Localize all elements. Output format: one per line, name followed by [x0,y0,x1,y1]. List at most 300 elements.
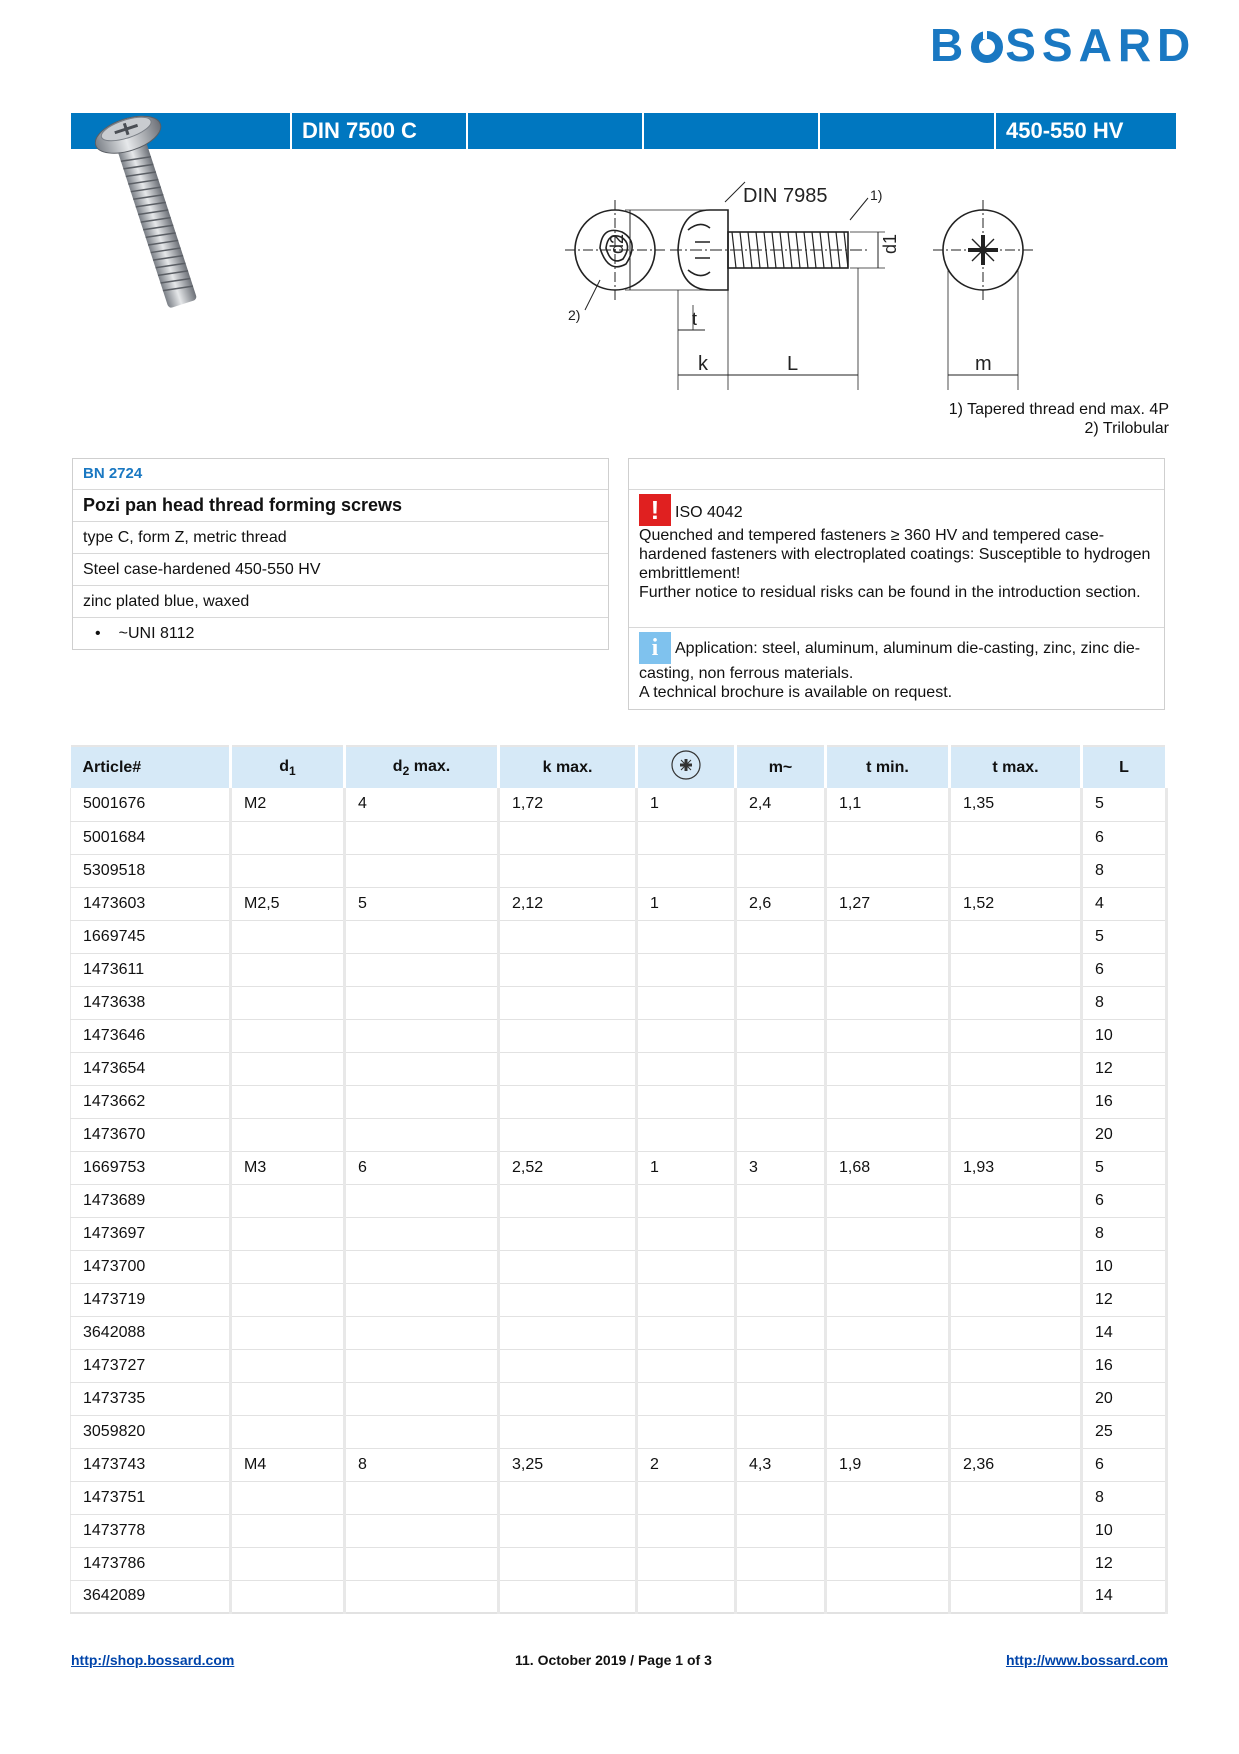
table-cell [826,1283,950,1316]
table-cell [231,1514,345,1547]
table-header-row [71,746,1167,788]
table-cell: 1473743 [71,1448,231,1481]
col-tmin: t min. [826,746,950,788]
table-cell: 1,72 [499,788,637,821]
table-cell [345,1217,499,1250]
table-cell: 10 [1082,1514,1167,1547]
table-cell: 1,9 [826,1448,950,1481]
table-cell [345,1118,499,1151]
pozi-drive-icon [669,748,703,782]
table-cell [826,1118,950,1151]
table-cell [950,920,1082,953]
table-cell [950,1052,1082,1085]
table-cell [637,1184,736,1217]
dim-d1: d1 [880,233,900,254]
table-cell: 1473603 [71,887,231,920]
table-row [71,1052,1167,1085]
table-cell [637,1580,736,1613]
table-row [71,1184,1167,1217]
table-cell [231,920,345,953]
table-cell [826,1184,950,1217]
table-cell: 1473778 [71,1514,231,1547]
table-cell [345,1547,499,1580]
table-cell [736,1250,826,1283]
table-cell: 4 [1082,887,1167,920]
table-cell [950,1547,1082,1580]
table-cell: 1669753 [71,1151,231,1184]
table-cell: 20 [1082,1118,1167,1151]
table-cell [637,1217,736,1250]
table-cell [736,1085,826,1118]
table-cell [950,1085,1082,1118]
table-cell [231,1250,345,1283]
table-cell [231,1217,345,1250]
table-cell [499,1415,637,1448]
warning-icon: ! [639,494,671,526]
table-cell: 5 [1082,920,1167,953]
table-cell [826,1349,950,1382]
table-cell: 2,52 [499,1151,637,1184]
table-cell [736,1547,826,1580]
table-cell: 2,36 [950,1448,1082,1481]
table-row [71,1118,1167,1151]
table-cell: 6 [1082,821,1167,854]
logo-ring-icon [971,31,1003,63]
table-cell [499,854,637,887]
table-cell [826,854,950,887]
table-cell [499,1184,637,1217]
notice-box-header [629,459,1164,490]
empty-cell [642,113,818,149]
table-cell: 10 [1082,1019,1167,1052]
table-cell [499,953,637,986]
table-cell: 6 [1082,1184,1167,1217]
table-row [71,821,1167,854]
table-cell [231,1415,345,1448]
table-cell [231,953,345,986]
product-info-box [72,458,609,650]
dim-d2: d2 [607,233,627,254]
col-L: L [1082,746,1167,788]
table-cell [736,1382,826,1415]
table-cell [637,854,736,887]
notice-box [628,458,1165,710]
table-cell [345,1349,499,1382]
table-cell [736,1283,826,1316]
table-cell [499,1217,637,1250]
table-cell: 1,93 [950,1151,1082,1184]
footnote-marker-1: 1) [870,187,883,203]
note-trilobular: 2) Trilobular [1084,420,1169,437]
table-cell [736,1481,826,1514]
table-cell: 1473654 [71,1052,231,1085]
col-tmax: t max. [950,746,1082,788]
table-row [71,1580,1167,1613]
table-cell [345,1514,499,1547]
table-cell: 16 [1082,1085,1167,1118]
table-cell [637,953,736,986]
din-label: DIN 7985 [743,185,828,207]
table-cell: 1473662 [71,1085,231,1118]
table-cell [637,1250,736,1283]
table-cell: 6 [1082,1448,1167,1481]
table-cell: 8 [1082,986,1167,1019]
table-cell [345,1085,499,1118]
table-cell [231,1382,345,1415]
table-cell [826,1382,950,1415]
footer-date-page: 11. October 2019 / Page 1 of 3 [515,1652,712,1668]
table-cell [826,1547,950,1580]
table-cell: 14 [1082,1580,1167,1613]
table-cell: 4,3 [736,1448,826,1481]
table-cell [950,854,1082,887]
table-cell [736,1415,826,1448]
table-cell [950,1382,1082,1415]
table-cell: 1473786 [71,1547,231,1580]
table-cell: 5 [1082,1151,1167,1184]
table-cell: 8 [1082,854,1167,887]
table-cell [231,1085,345,1118]
table-row [71,986,1167,1019]
table-row [71,887,1167,920]
table-cell [637,986,736,1019]
table-cell [736,1052,826,1085]
table-cell [736,1316,826,1349]
table-cell [826,1085,950,1118]
table-cell [231,1283,345,1316]
table-cell [231,1316,345,1349]
table-cell [231,1547,345,1580]
table-cell: 1,52 [950,887,1082,920]
table-cell [826,920,950,953]
info-icon: i [639,632,671,664]
table-cell [345,920,499,953]
table-cell [499,1085,637,1118]
table-cell [736,1349,826,1382]
table-cell [499,1547,637,1580]
table-cell [826,1415,950,1448]
table-row [71,1382,1167,1415]
table-cell [231,1481,345,1514]
table-cell [499,821,637,854]
header-bar [71,113,1176,149]
table-cell: 2 [637,1448,736,1481]
dim-L: L [787,353,799,375]
table-row [71,1019,1167,1052]
table-cell [231,1184,345,1217]
table-cell [950,1580,1082,1613]
table-cell [637,1481,736,1514]
table-cell [950,1415,1082,1448]
table-cell [345,953,499,986]
table-cell [637,1019,736,1052]
table-cell [499,1349,637,1382]
table-cell [736,1580,826,1613]
table-cell [231,821,345,854]
table-cell [826,1481,950,1514]
table-row [71,920,1167,953]
table-cell: 1669745 [71,920,231,953]
table-cell [950,1481,1082,1514]
table-cell: 12 [1082,1547,1167,1580]
product-spec-material: Steel case-hardened 450-550 HV [73,554,608,586]
table-cell [736,986,826,1019]
col-d2: $d_2$ max. [345,746,499,788]
table-cell: 1473638 [71,986,231,1019]
table-cell [826,1052,950,1085]
table-cell: 14 [1082,1316,1167,1349]
table-cell: 1473719 [71,1283,231,1316]
table-cell [345,986,499,1019]
table-cell [499,1514,637,1547]
table-cell [637,1382,736,1415]
table-cell [826,821,950,854]
table-cell: 8 [1082,1217,1167,1250]
table-cell: 2,4 [736,788,826,821]
table-cell: 2,6 [736,887,826,920]
table-cell: 16 [1082,1349,1167,1382]
table-cell [736,1514,826,1547]
table-cell: 3642089 [71,1580,231,1613]
table-cell [736,953,826,986]
table-cell [826,1580,950,1613]
info-text: Application: steel, aluminum, aluminum die-casting, zinc, zinc die-casting, non ferrous materials. [639,640,1141,682]
table-row [71,854,1167,887]
table-cell [499,986,637,1019]
table-cell [499,1052,637,1085]
table-row [71,1085,1167,1118]
table-cell [345,1382,499,1415]
table-row [71,953,1167,986]
table-cell [826,986,950,1019]
table-cell [499,1580,637,1613]
table-cell [637,1052,736,1085]
table-cell [637,1514,736,1547]
table-cell [499,1481,637,1514]
table-cell [637,1118,736,1151]
table-cell: 1 [637,887,736,920]
table-cell [950,1283,1082,1316]
table-cell: M4 [231,1448,345,1481]
table-cell [736,821,826,854]
table-cell [950,986,1082,1019]
table-row [71,1250,1167,1283]
table-cell: 3,25 [499,1448,637,1481]
table-cell [231,1349,345,1382]
col-article: Article# [71,746,231,788]
table-cell [950,1118,1082,1151]
table-cell: 20 [1082,1382,1167,1415]
table-cell: 5 [345,887,499,920]
table-cell: 10 [1082,1250,1167,1283]
table-cell [345,1283,499,1316]
table-cell: 25 [1082,1415,1167,1448]
table-cell [736,1217,826,1250]
table-cell: 2,12 [499,887,637,920]
product-spec-type: type C, form Z, metric thread [73,522,608,554]
table-cell: 3 [736,1151,826,1184]
table-cell [499,1250,637,1283]
table-cell [637,1547,736,1580]
table-cell: 1 [637,788,736,821]
hardness-cell: 450-550 HV [994,113,1176,149]
dim-k: k [698,353,708,375]
table-cell [345,1184,499,1217]
table-cell: 5001684 [71,821,231,854]
table-cell: 1473727 [71,1349,231,1382]
table-cell: 1473689 [71,1184,231,1217]
table-row [71,1283,1167,1316]
table-cell [826,953,950,986]
col-m: m~ [736,746,826,788]
table-cell [736,1184,826,1217]
table-cell [499,1283,637,1316]
table-cell [345,1580,499,1613]
table-cell [736,1019,826,1052]
product-spec-finish: zinc plated blue, waxed [73,586,608,618]
table-cell [950,1316,1082,1349]
product-title: Pozi pan head thread forming screws [73,490,608,522]
footer-www-link-wrap [1006,1652,1168,1668]
table-cell [826,1217,950,1250]
table-cell: 1473697 [71,1217,231,1250]
table-cell: 6 [345,1151,499,1184]
table-cell [637,1283,736,1316]
table-cell: 1473670 [71,1118,231,1151]
footnote-marker-2: 2) [568,307,581,323]
table-cell: M2,5 [231,887,345,920]
table-cell [231,1052,345,1085]
dim-m: m [975,353,992,375]
shop-link[interactable]: http://shop.bossard.com [71,1652,235,1668]
warning-text: Quenched and tempered fasteners ≥ 360 HV and tempered case-hardened fasteners with electroplated coatings: Susceptible to hydrogen embrittlement! [639,527,1151,582]
table-cell: 1,68 [826,1151,950,1184]
footer-shop-link-wrap [71,1652,234,1668]
article-table [70,745,1168,1614]
product-code: BN 2724 [73,459,608,490]
table-cell [345,1481,499,1514]
table-cell: 1473751 [71,1481,231,1514]
table-row [71,1415,1167,1448]
table-cell: M2 [231,788,345,821]
table-cell [950,1250,1082,1283]
table-cell: 1,27 [826,887,950,920]
table-cell [637,1085,736,1118]
table-cell [499,1316,637,1349]
standard-cell: DIN 7500 C [290,113,466,149]
note-tapered-thread: 1) Tapered thread end max. 4P [948,401,1169,418]
table-cell: 3059820 [71,1415,231,1448]
info-text-brochure: A technical brochure is available on request. [639,684,953,701]
table-cell: 6 [1082,953,1167,986]
table-cell: 5 [1082,788,1167,821]
warning-text-residual: Further notice to residual risks can be found in the introduction section. [639,584,1141,601]
table-cell [231,1118,345,1151]
table-cell [736,854,826,887]
table-row [71,1217,1167,1250]
table-row [71,1349,1167,1382]
table-row [71,1151,1167,1184]
table-row [71,1481,1167,1514]
empty-cell [818,113,994,149]
drawing-notes [949,400,1169,438]
table-cell [499,1382,637,1415]
table-cell: 1,35 [950,788,1082,821]
table-row [71,1316,1167,1349]
table-cell [345,1052,499,1085]
table-cell [736,1118,826,1151]
table-cell [231,986,345,1019]
table-row [71,1547,1167,1580]
table-cell [950,1184,1082,1217]
table-cell: 1473611 [71,953,231,986]
table-cell [826,1250,950,1283]
table-cell [826,1514,950,1547]
table-cell [499,1118,637,1151]
www-link[interactable]: http://www.bossard.com [1005,1652,1168,1668]
table-cell [499,1019,637,1052]
technical-drawing [560,170,1140,395]
table-cell [736,920,826,953]
table-cell [231,1019,345,1052]
table-row [71,1448,1167,1481]
table-cell [950,1349,1082,1382]
col-drive [637,746,736,788]
col-d1: $d_1$ [231,746,345,788]
table-cell [345,1250,499,1283]
table-cell [499,920,637,953]
table-cell [231,854,345,887]
table-cell: 1 [637,1151,736,1184]
table-cell: 3642088 [71,1316,231,1349]
table-cell: 5001676 [71,788,231,821]
table-cell [637,1349,736,1382]
screw-photo [95,108,215,313]
table-cell [345,854,499,887]
table-cell: 1473735 [71,1382,231,1415]
table-row [71,788,1167,821]
table-cell [950,1217,1082,1250]
info-section [629,628,1164,706]
table-cell [345,1316,499,1349]
bossard-logo: B SSARD [930,19,1197,71]
table-cell [950,1514,1082,1547]
empty-cell [466,113,642,149]
table-cell: 8 [1082,1481,1167,1514]
table-cell [950,953,1082,986]
table-cell: 1,1 [826,788,950,821]
table-cell: M3 [231,1151,345,1184]
col-k: k max. [499,746,637,788]
table-cell: 1473646 [71,1019,231,1052]
table-row [71,1514,1167,1547]
table-cell: 8 [345,1448,499,1481]
table-cell [345,1019,499,1052]
table-cell [826,1019,950,1052]
table-cell [231,1580,345,1613]
table-cell: 1473700 [71,1250,231,1283]
table-cell [345,1415,499,1448]
table-cell [950,821,1082,854]
warning-section [629,490,1164,628]
table-cell [637,1316,736,1349]
table-cell [637,1415,736,1448]
table-cell: 12 [1082,1052,1167,1085]
warning-heading: ISO 4042 [675,504,743,521]
table-cell [345,821,499,854]
dim-t: t [692,309,698,329]
table-cell: 12 [1082,1283,1167,1316]
